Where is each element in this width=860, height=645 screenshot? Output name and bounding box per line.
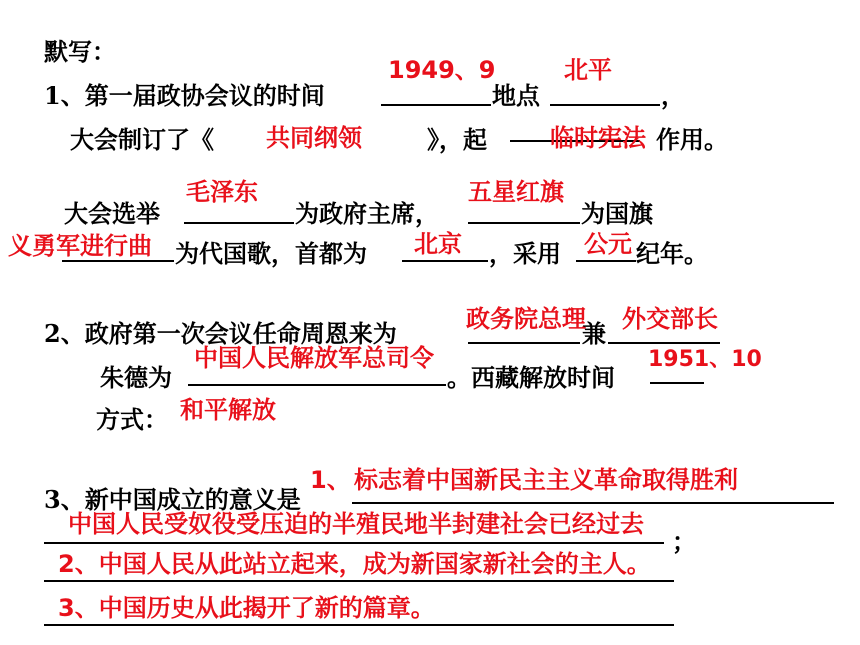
worksheet-heading: 默写：	[44, 37, 116, 66]
q1-line2-end: 作用。	[656, 125, 728, 154]
q3-line1-prompt: 3、新中国成立的意义是	[44, 485, 301, 514]
q1-capital-answer: 北京	[414, 230, 462, 258]
q1-line2-prompt: 大会制订了《	[70, 125, 214, 154]
q3-line4-blank	[44, 624, 674, 626]
q1-chairman-blank	[184, 222, 294, 224]
q1-line1-prompt: 1、第一届政协会议的时间	[44, 81, 325, 110]
q2-method-answer: 和平解放	[180, 396, 276, 424]
q2-foreign-blank	[608, 342, 720, 344]
q3-point1-text-b: 中国人民受奴役受压迫的半殖民地半封建社会已经过去	[68, 510, 644, 538]
q1-line4-mid2: ，采用	[489, 239, 561, 268]
q2-tibet-time-answer: 1951、10	[648, 347, 762, 372]
q3-point2: 2、中国人民从此站立起来，成为新国家新社会的主人。	[58, 550, 651, 578]
q1-line2-mid: 》，起	[427, 125, 487, 154]
q1-time-blank	[381, 104, 491, 106]
q2-foreign-answer: 外交部长	[622, 305, 718, 333]
q3-line2-semicolon: ；	[672, 527, 696, 556]
q2-line3-prompt: 方式：	[96, 405, 168, 434]
q2-line1-prompt: 2、政府第一次会议任命周恩来为	[44, 319, 397, 348]
q1-flag-answer: 五星红旗	[468, 178, 564, 206]
q2-commander-blank	[188, 384, 446, 386]
q1-line3-mid: 为政府主席，	[295, 199, 439, 228]
q3-line1-blank	[352, 502, 834, 504]
q1-document-answer: 共同纲领	[266, 124, 362, 152]
q2-tibet-time-blank	[650, 382, 704, 384]
q1-line1-comma: ，	[661, 81, 685, 110]
q1-time-answer: 1949、9	[388, 56, 496, 84]
q2-line2-mid: 。西藏解放时间	[447, 363, 615, 392]
q1-role-answer: 临时宪法	[550, 124, 646, 152]
q3-point1-number: 1、	[310, 466, 351, 494]
q1-line3-end: 为国旗	[581, 199, 653, 228]
q1-line4-end: 纪年。	[636, 239, 708, 268]
q3-line3-blank	[44, 580, 674, 582]
q2-premier-blank	[468, 342, 580, 344]
q1-line4-mid: 为代国歌，首都为	[175, 239, 367, 268]
q1-anthem-answer: 义勇军进行曲	[8, 232, 152, 260]
q1-place-blank	[550, 104, 660, 106]
q1-line3-prompt: 大会选举	[64, 199, 160, 228]
q3-point1-text-a: 标志着中国新民主主义革命取得胜利	[354, 466, 738, 494]
q1-calendar-blank	[576, 260, 636, 262]
q1-place-answer: 北平	[564, 56, 612, 84]
q2-premier-answer: 政务院总理	[466, 305, 586, 333]
q1-place-label: 地点	[492, 81, 540, 110]
q3-line2-blank	[44, 542, 664, 544]
q1-capital-blank	[402, 260, 488, 262]
q3-point3: 3、中国历史从此揭开了新的篇章。	[58, 594, 435, 622]
q2-line1-and: 兼	[582, 319, 606, 348]
q2-commander-answer: 中国人民解放军总司令	[194, 344, 434, 372]
q2-line2-prompt: 朱德为	[100, 363, 172, 392]
q1-calendar-answer: 公元	[584, 230, 632, 258]
q1-anthem-blank	[62, 260, 174, 262]
q1-chairman-answer: 毛泽东	[186, 178, 258, 206]
q1-flag-blank	[468, 222, 580, 224]
